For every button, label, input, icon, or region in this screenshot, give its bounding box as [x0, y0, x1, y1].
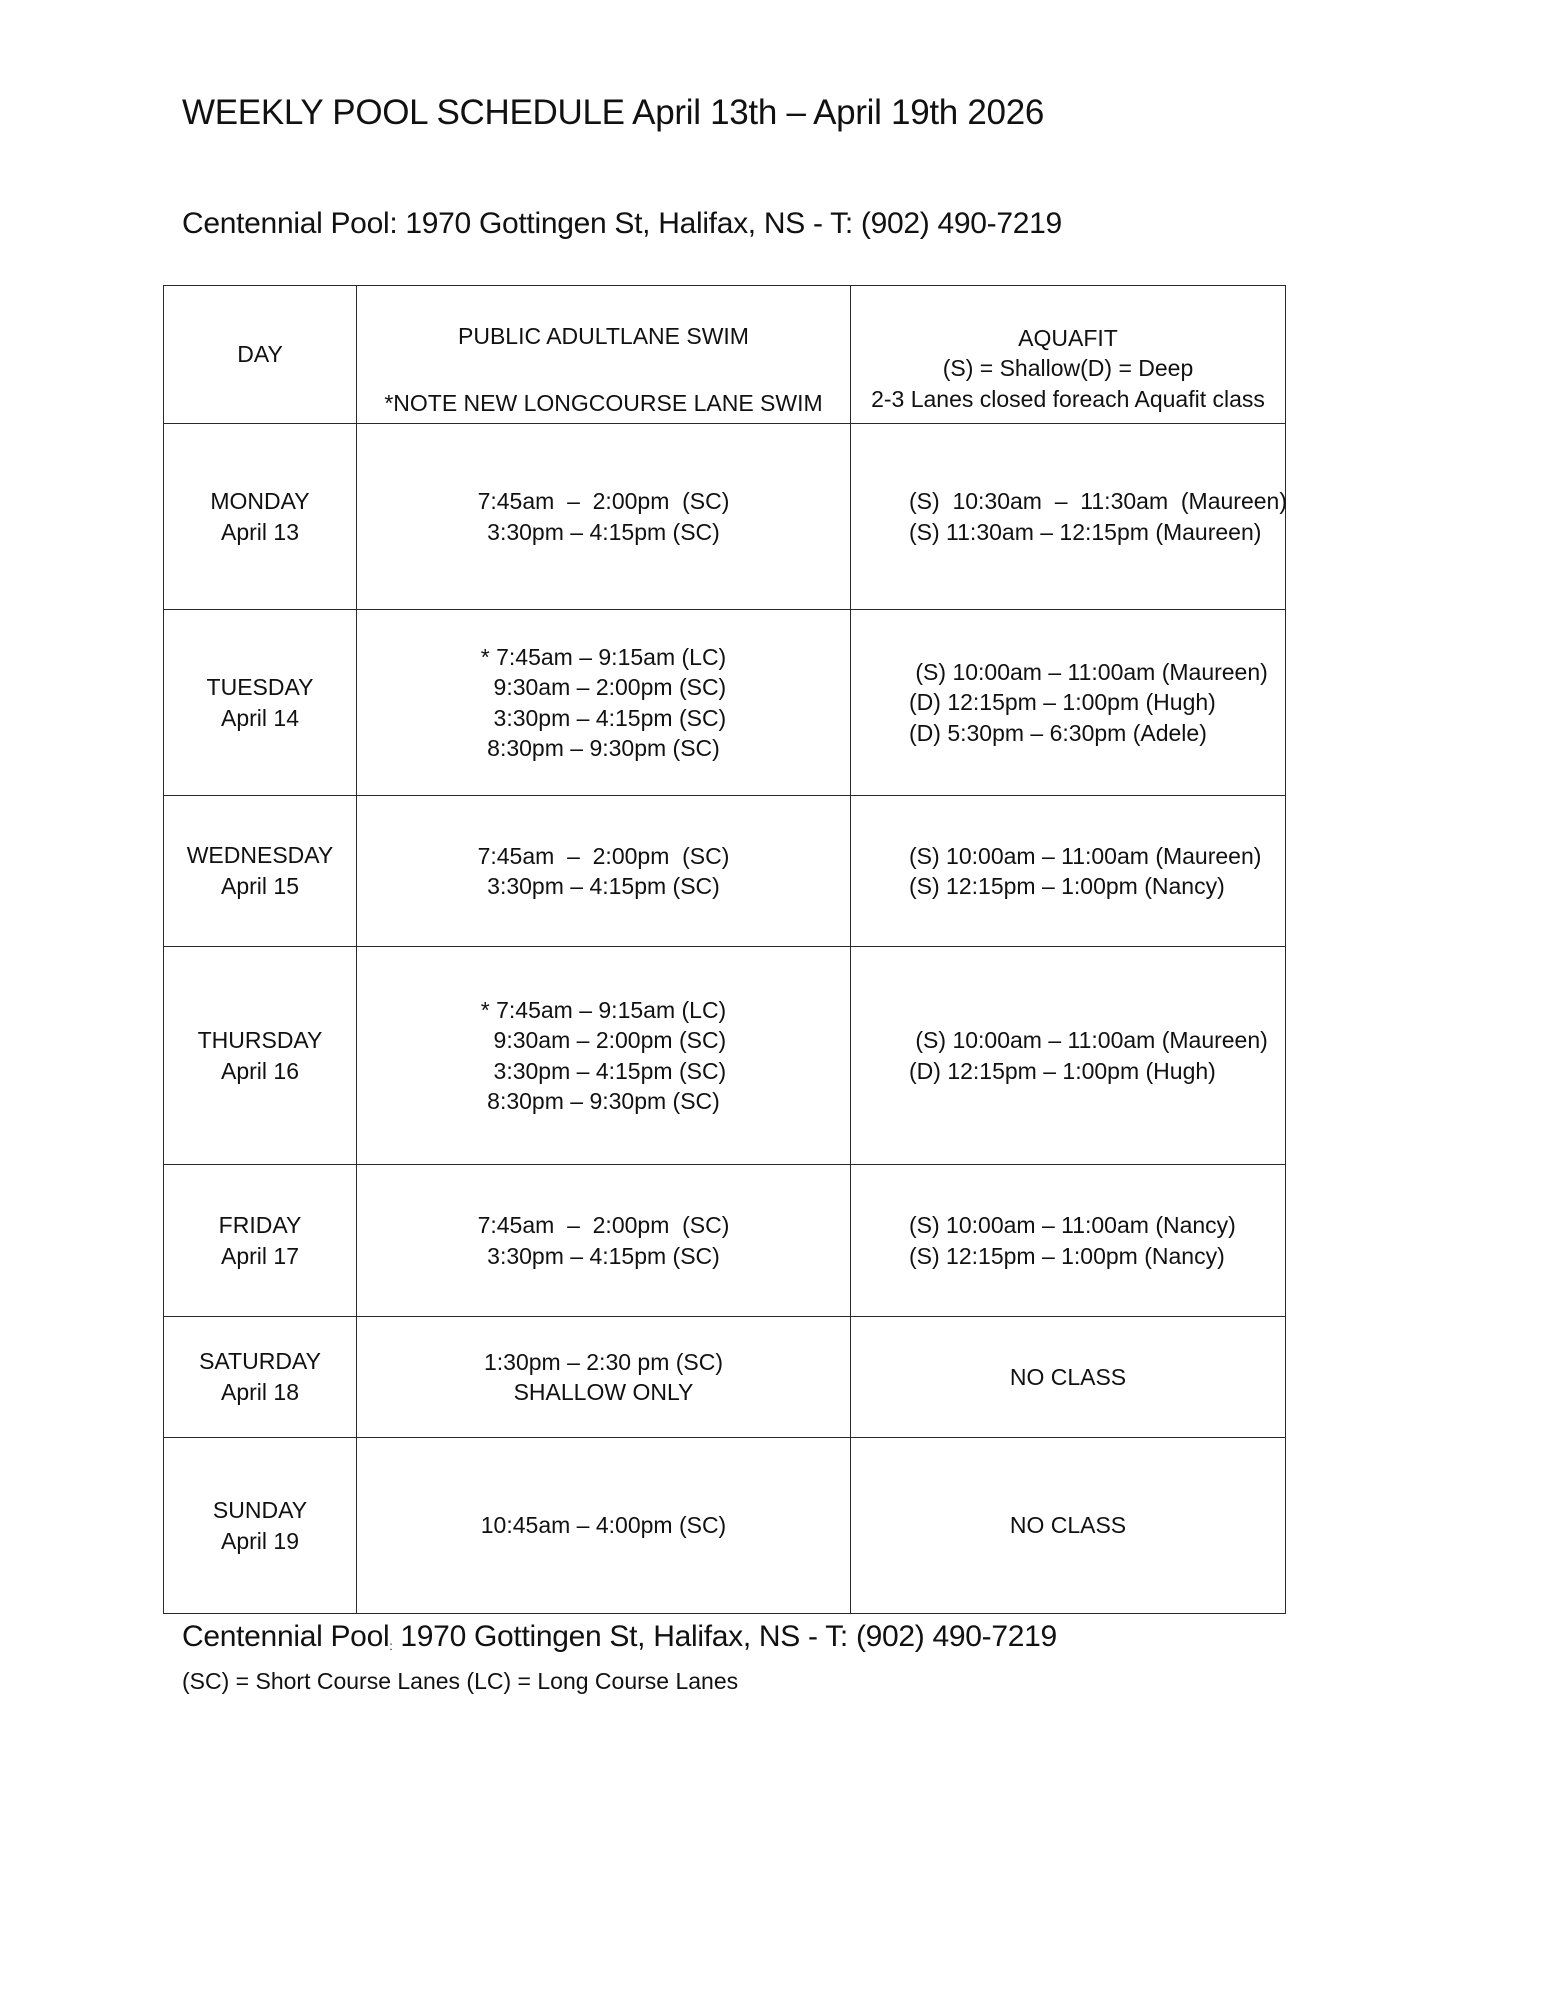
day-name: WEDNESDAY — [186, 842, 334, 868]
day-cell — [164, 947, 357, 1165]
day-cell — [164, 610, 357, 796]
day-date: April 15 — [221, 873, 299, 899]
aquafit-class: (S) 10:00am – 11:00am (Nancy) — [909, 1212, 1236, 1238]
header-aquafit-title: AQUAFIT — [1018, 324, 1118, 351]
table-row — [164, 947, 1286, 1165]
lane-swim-time: 3:30pm – 4:15pm (SC) — [480, 1057, 727, 1084]
lane-swim-cell — [357, 947, 851, 1165]
aquafit-cell — [851, 1317, 1286, 1438]
aquafit-class: (S) 12:15pm – 1:00pm (Nancy) — [909, 1242, 1225, 1269]
lane-swim-time: SHALLOW ONLY — [513, 1379, 694, 1405]
aquafit-cell — [851, 610, 1286, 796]
footer-location-colon: : — [389, 1639, 393, 1653]
day-date: April 14 — [221, 704, 299, 731]
header-aquafit-legend: (S) = Shallow(D) = Deep — [942, 355, 1194, 382]
lane-swim-time: 10:45am – 4:00pm (SC) — [480, 1512, 727, 1539]
page-title: WEEKLY POOL SCHEDULE April 13th – April 19th 2026 — [182, 93, 1045, 132]
table-row — [164, 1438, 1286, 1614]
table-row — [164, 1317, 1286, 1438]
table-row — [164, 424, 1286, 610]
aquafit-class: (D) 12:15pm – 1:00pm (Hugh) — [909, 1057, 1216, 1084]
aquafit-class: (S) 11:30am – 12:15pm (Maureen) — [909, 518, 1262, 545]
footer-location-address: 1970 Gottingen St, Halifax, NS - T: (902) 490-7219 — [392, 1620, 1057, 1653]
lane-swim-cell — [357, 424, 851, 610]
header-day: DAY — [164, 286, 357, 424]
footer-location — [182, 1617, 1057, 1666]
lane-swim-cell — [357, 610, 851, 796]
lane-swim-time: 9:30am – 2:00pm (SC) — [480, 1027, 727, 1053]
day-cell — [164, 424, 357, 610]
day-date: April 19 — [221, 1527, 299, 1554]
lane-swim-time: 3:30pm – 4:15pm (SC) — [487, 1242, 720, 1269]
header-aquafit — [851, 286, 1286, 424]
day-name: SUNDAY — [212, 1496, 308, 1523]
schedule-table — [163, 285, 1286, 1614]
aquafit-class: (S) 10:00am – 11:00am (Maureen) — [909, 1027, 1268, 1053]
aquafit-class: (S) 10:00am – 11:00am (Maureen) — [909, 658, 1268, 685]
table-row — [164, 610, 1286, 796]
aquafit-class: (D) 12:15pm – 1:00pm (Hugh) — [909, 689, 1216, 716]
header-lane-swim-note: *NOTE NEW LONGCOURSE LANE SWIM — [384, 390, 823, 416]
aquafit-class: (S) 12:15pm – 1:00pm (Nancy) — [909, 873, 1225, 899]
day-date: April 17 — [221, 1242, 299, 1269]
footer-location-name: Centennial Pool — [182, 1620, 390, 1653]
header-aquafit-note: 2-3 Lanes closed foreach Aquafit class — [871, 385, 1265, 412]
aquafit-cell — [851, 424, 1286, 610]
day-date: April 13 — [221, 518, 299, 545]
lane-swim-time: * 7:45am – 9:15am (LC) — [480, 996, 727, 1023]
aquafit-class: (S) 10:00am – 11:00am (Maureen) — [909, 842, 1262, 869]
table-row — [164, 1165, 1286, 1317]
aquafit-class: NO CLASS — [1009, 1363, 1127, 1390]
day-name: TUESDAY — [206, 673, 314, 700]
header-lane-swim — [357, 286, 851, 424]
lane-swim-time: 3:30pm – 4:15pm (SC) — [487, 873, 720, 899]
day-name: FRIDAY — [218, 1211, 302, 1238]
lane-swim-cell — [357, 1165, 851, 1317]
day-name: MONDAY — [210, 487, 310, 514]
lane-swim-time: 7:45am – 2:00pm (SC) — [477, 488, 730, 514]
day-name: SATURDAY — [199, 1348, 321, 1374]
lane-swim-time: * 7:45am – 9:15am (LC) — [480, 643, 727, 670]
aquafit-cell — [851, 947, 1286, 1165]
header-lane-swim-title: PUBLIC ADULTLANE SWIM — [458, 323, 749, 349]
footer-legend: (SC) = Short Course Lanes (LC) = Long Course Lanes — [182, 1668, 739, 1694]
location-line: Centennial Pool: 1970 Gottingen St, Halifax, NS - T: (902) 490-7219 — [182, 207, 1062, 240]
lane-swim-time: 3:30pm – 4:15pm (SC) — [487, 518, 720, 545]
day-date: April 18 — [221, 1379, 299, 1405]
header-row — [164, 286, 1286, 424]
day-name: THURSDAY — [197, 1026, 323, 1053]
lane-swim-time: 7:45am – 2:00pm (SC) — [477, 1212, 730, 1238]
table-row — [164, 796, 1286, 947]
aquafit-cell — [851, 796, 1286, 947]
day-cell — [164, 1438, 357, 1614]
aquafit-class: NO CLASS — [1009, 1512, 1127, 1539]
day-cell — [164, 1165, 357, 1317]
lane-swim-time: 9:30am – 2:00pm (SC) — [480, 674, 727, 700]
lane-swim-time: 3:30pm – 4:15pm (SC) — [480, 704, 727, 731]
aquafit-class: (S) 10:30am – 11:30am (Maureen) — [909, 488, 1287, 514]
lane-swim-cell — [357, 1317, 851, 1438]
lane-swim-time: 8:30pm – 9:30pm (SC) — [487, 1088, 720, 1114]
aquafit-class: (D) 5:30pm – 6:30pm (Adele) — [909, 719, 1207, 746]
lane-swim-time: 8:30pm – 9:30pm (SC) — [487, 735, 720, 761]
aquafit-cell — [851, 1165, 1286, 1317]
lane-swim-cell — [357, 1438, 851, 1614]
aquafit-cell — [851, 1438, 1286, 1614]
day-cell — [164, 1317, 357, 1438]
day-date: April 16 — [221, 1057, 299, 1084]
day-cell — [164, 796, 357, 947]
lane-swim-time: 7:45am – 2:00pm (SC) — [477, 842, 730, 869]
lane-swim-cell — [357, 796, 851, 947]
lane-swim-time: 1:30pm – 2:30 pm (SC) — [483, 1348, 724, 1375]
